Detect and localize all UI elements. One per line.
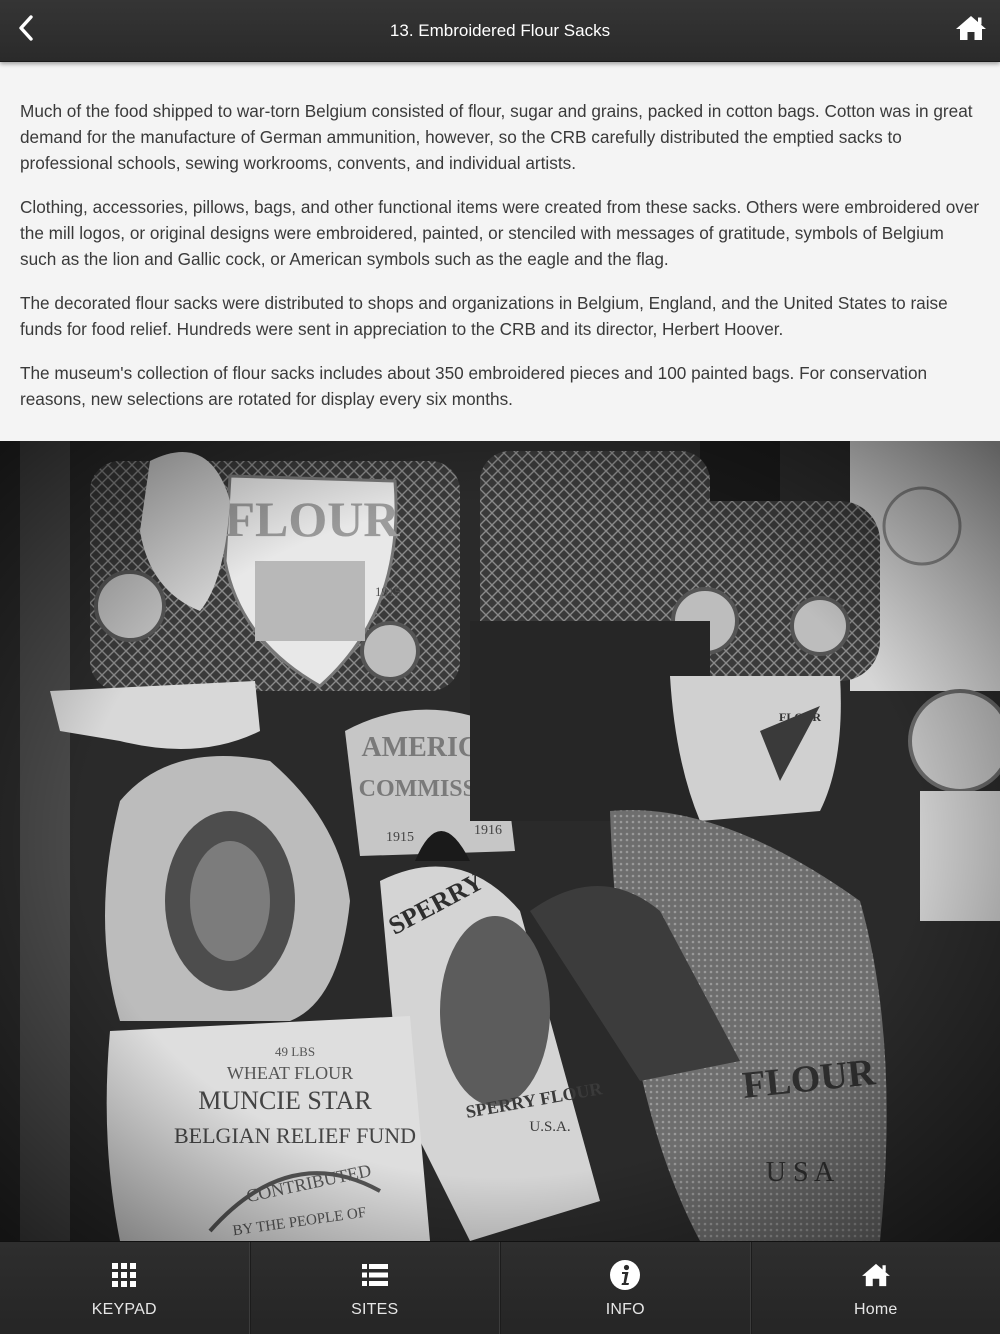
top-navigation-bar (0, 0, 1000, 62)
home-button[interactable] (952, 12, 990, 48)
info-icon (608, 1258, 642, 1292)
flour-sacks-photo (0, 441, 1000, 1241)
article-paragraph: The decorated flour sacks were distributed to shops and organizations in Belgium, England, and the United States to raise funds for food relief. Hundreds were sent in appreciation to the CRB and its director, Herbert Hoover. (20, 293, 948, 339)
home-icon (955, 14, 987, 47)
tab-label: INFO (605, 1301, 645, 1318)
article-content (0, 62, 1000, 432)
tab-home[interactable] (751, 1242, 1000, 1334)
tab-info[interactable] (500, 1242, 751, 1334)
flour-sacks-illustration (0, 441, 1000, 1241)
article-paragraph: The museum's collection of flour sacks includes about 350 embroidered pieces and 100 painted bags. For conservation reasons, new selections are rotated for display every six months. (20, 363, 928, 409)
article-paragraph: Much of the food shipped to war-torn Belgium consisted of flour, sugar and grains, packed in cotton bags. Cotton was in great demand for the manufacture of German ammunition, however, so the CRB carefully distributed the emptied sacks to professional schools, sewing workrooms, convents, and individual artists. (20, 101, 973, 173)
tab-label: KEYPAD (91, 1301, 157, 1318)
tab-label: Home (854, 1301, 898, 1318)
tab-keypad[interactable] (0, 1242, 250, 1334)
tab-sites[interactable] (250, 1242, 501, 1334)
article-paragraph: Clothing, accessories, pillows, bags, and other functional items were created from these sacks. Others were embroidered over the mill logos, or original designs were embroidered, painted, or stenciled with messages of gratitude, symbols of Belgium such as the lion and Gallic cock, or American symbols such as the eagle and the flag. (20, 197, 980, 269)
page-title: 13. Embroidered Flour Sacks (389, 21, 611, 40)
bottom-tab-bar (0, 1241, 1000, 1334)
chevron-left-icon (15, 13, 37, 48)
keypad-grid-icon (107, 1258, 141, 1292)
article-text (0, 62, 1000, 432)
tab-label: SITES (351, 1301, 399, 1318)
home-icon (859, 1258, 893, 1292)
list-icon (358, 1258, 392, 1292)
back-button[interactable] (8, 12, 44, 48)
